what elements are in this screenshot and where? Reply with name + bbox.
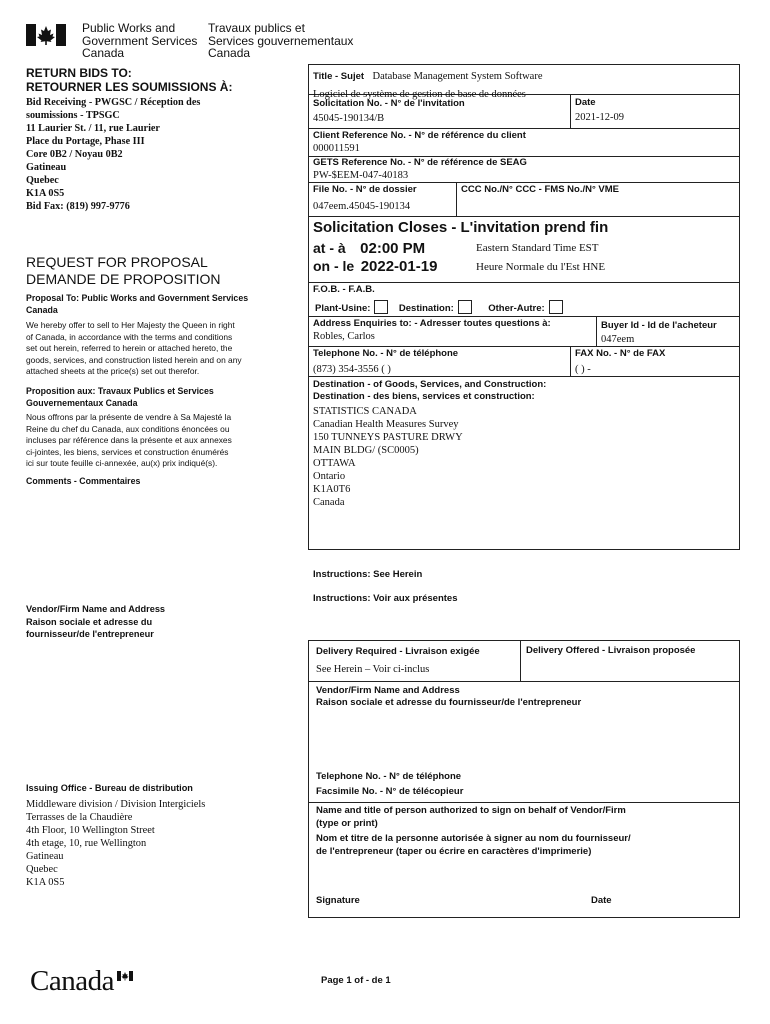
file-number-field: File No. - N° de dossier 047eem.45045-190134 (313, 184, 417, 212)
fob-field: F.O.B. - F.A.B. Plant-Usine: Destination: Other-Autre: (313, 284, 563, 316)
issuing-office-label: Issuing Office - Bureau de distribution (26, 783, 193, 793)
canada-wordmark-flag-icon (117, 968, 133, 978)
comments-label: Comments - Commentaires (26, 476, 141, 486)
other-checkbox[interactable] (549, 300, 563, 314)
proposition-label: Proposition aux: Travaux Publics et Services Gouvernementaux Canada (26, 386, 214, 408)
rfp-title: REQUEST FOR PROPOSAL DEMANDE DE PROPOSITION (26, 254, 221, 287)
vendor-left-label: Vendor/Firm Name and Address Raison sociale et adresse du fournisseur/de l'entrepreneur (26, 604, 166, 639)
timezone-fr: Heure Normale du l'Est HNE (476, 261, 606, 273)
vendor-name-field: Vendor/Firm Name and Address Raison sociale et adresse du fournisseur/de l'entrepreneur (316, 685, 582, 708)
enquiries-field: Address Enquiries to: - Adresser toutes questions à: Robles, Carlos (313, 318, 551, 342)
delivery-offered-field: Delivery Offered - Livraison proposée (526, 645, 696, 656)
client-reference-field: Client Reference No. - N° de référence du client 000011591 (313, 130, 526, 154)
proposal-to-label: Proposal To: Public Works and Government Services Canada (26, 293, 249, 315)
proposal-to-body: We hereby offer to sell to Her Majesty the Queen in right of Canada, in accordance with the terms and conditions set out herein, referred to herein or attached hereto, the goods, services, and construction listed herein and on any attached sheets at the price(s) set out therefor. (26, 320, 242, 377)
gets-reference-field: GETS Reference No. - N° de référence de SEAG PW-$EEM-047-40183 (313, 157, 527, 181)
signature-label: Signature (316, 895, 360, 906)
proposition-body: Nous offrons par la présente de vendre à Sa Majesté la Reine du chef du Canada, aux conditions énoncées ou incluses par référence dans la présente et aux annexes ci-jointes, les biens, services et construction énumérés ici sur toute feuille ci-annexée, au(x) prix indiqué(s). (26, 412, 232, 469)
buyer-id-field: Buyer Id - Id de l'acheteur 047eem (601, 320, 717, 344)
timezone-en: Eastern Standard Time EST (476, 242, 599, 254)
department-name-fr: Travaux publics et Services gouvernementaux Canada (208, 21, 354, 60)
canada-wordmark: Canada (30, 965, 114, 997)
canada-flag-icon (26, 24, 66, 46)
return-bids-title: RETURN BIDS TO: RETOURNER LES SOUMISSIONS À: (26, 66, 233, 94)
destination-field: Destination - of Goods, Services, and Construction: Destination - des biens, services et construction: STATISTICS CANADA Canadian Health Measures Survey 150 TUNNEYS PASTURE DRWY MAIN BLDG/ (SC0005) OTTAWA Ontario K1A0T6 Canada (313, 379, 547, 508)
closing-time: at - à 02:00 PM (313, 240, 426, 257)
delivery-required-field: Delivery Required - Livraison exigée See Herein – Voir ci-inclus (316, 646, 480, 675)
solicitation-closes-title: Solicitation Closes - L'invitation prend fin (313, 219, 609, 236)
authorized-signatory-field: Name and title of person authorized to sign on behalf of Vendor/Firm (type or print) Nom et titre de la personne autorisée à signer au nom du fournisseur/ de l'entrepreneur (taper ou écrire en caractères d'imprimerie) (316, 805, 631, 857)
destination-checkbox[interactable] (458, 300, 472, 314)
telephone-field: Telephone No. - N° de téléphone (873) 354-3556 ( ) (313, 348, 459, 375)
issuing-office-address: Middleware division / Division Intergiciels Terrasses de la Chaudière 4th Floor, 10 Wellington Street 4th etage, 10, rue Wellington Gatineau Quebec K1A 0S5 (26, 799, 206, 888)
vendor-phone-fax-field: Telephone No. - N° de téléphone Facsimile No. - N° de télécopieur (316, 771, 464, 797)
title-field: Title - Sujet Database Management System Software Logiciel de système de gestion de base de données (313, 71, 543, 100)
department-name-en: Public Works and Government Services Canada (82, 21, 198, 60)
closing-date: on - le 2022-01-19 (313, 258, 438, 275)
page-number: Page 1 of - de 1 (321, 975, 391, 986)
fax-field: FAX No. - N° de FAX ( ) - (575, 348, 666, 375)
instructions-fr: Instructions: Voir aux présentes (313, 593, 458, 604)
solicitation-number-field: Solicitation No. - N° de l'invitation 45045-190134/B (313, 98, 465, 124)
date-field: Date 2021-12-09 (575, 97, 624, 123)
instructions-en: Instructions: See Herein (313, 569, 423, 580)
ccc-number-field: CCC No./N° CCC - FMS No./N° VME (461, 184, 620, 195)
return-bids-address: Bid Receiving - PWGSC / Réception des soumissions - TPSGC 11 Laurier St. / 11, rue Laurier Place du Portage, Phase III Core 0B2 / Noyau 0B2 Gatineau Quebec K1A 0S5 Bid Fax: (819) 997-9776 (26, 97, 201, 212)
plant-checkbox[interactable] (374, 300, 388, 314)
signature-date-label: Date (591, 895, 612, 906)
